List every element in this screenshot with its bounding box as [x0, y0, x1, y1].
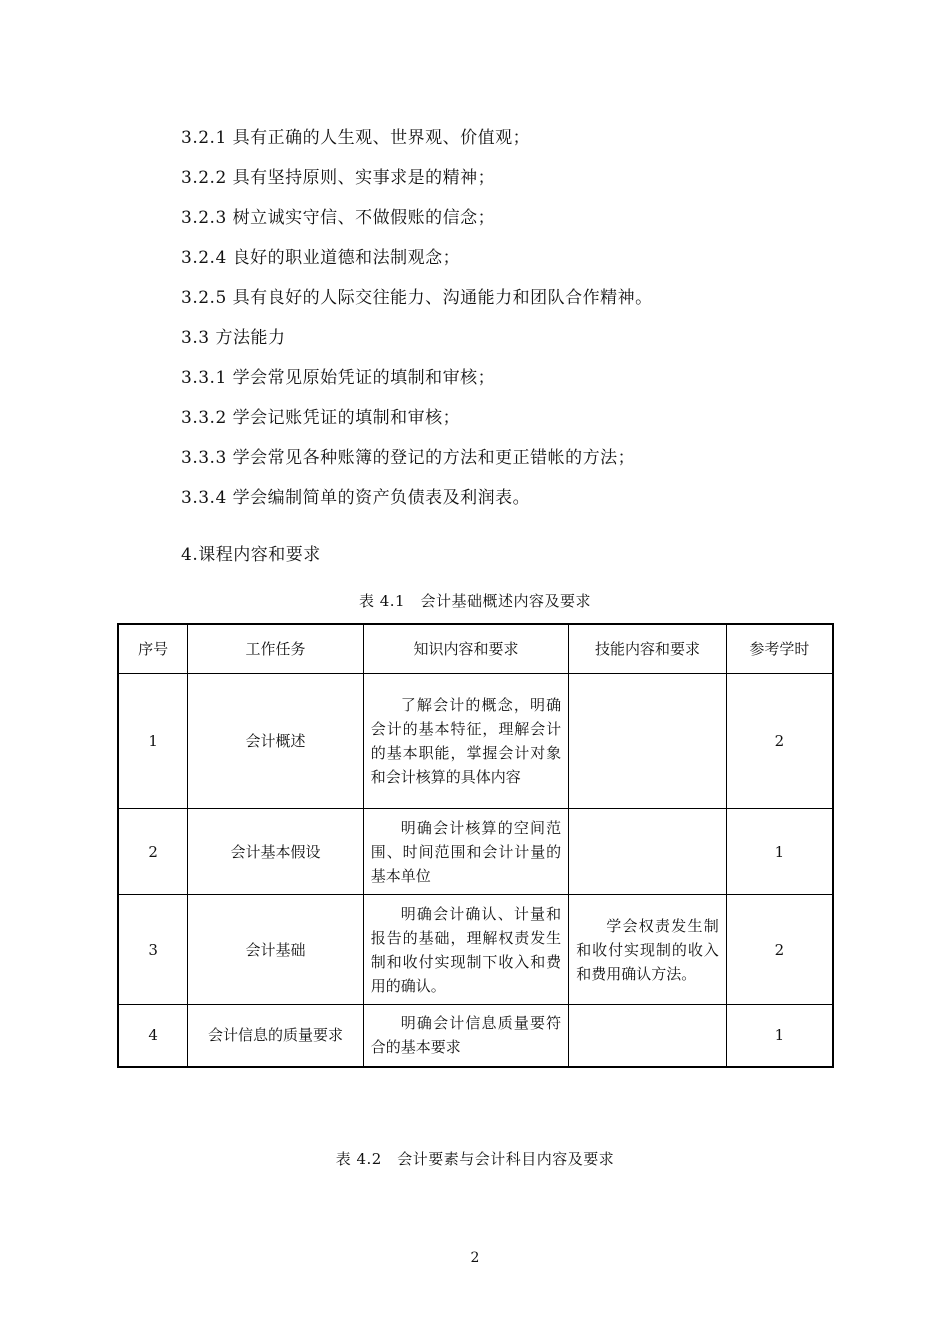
line-3-3-2: 3.3.2 学会记账凭证的填制和审核；: [181, 408, 461, 428]
table-row: [118, 809, 833, 895]
table-4-1-caption: 表 4.1 会计基础概述内容及要求: [358, 592, 592, 610]
heading-3-3: 3.3 方法能力: [181, 328, 286, 348]
cell-no: 3: [118, 895, 188, 1005]
cell-no: 4: [118, 1005, 188, 1067]
header-knowledge: 知识内容和要求: [363, 624, 568, 674]
cell-task: 会计基本假设: [188, 809, 363, 895]
cell-skill: [569, 895, 727, 1005]
cell-skill: [569, 1005, 727, 1067]
cell-hours: 2: [726, 895, 833, 1005]
page-number: 2: [470, 1250, 480, 1266]
section-heading: 4.课程内容和要求: [181, 545, 321, 565]
cell-task: 会计信息的质量要求: [188, 1005, 363, 1067]
cell-no: 1: [118, 674, 188, 809]
header-skill: 技能内容和要求: [569, 624, 727, 674]
line-3-3-4: 3.3.4 学会编制简单的资产负债表及利润表。: [181, 488, 531, 508]
table-row: [118, 895, 833, 1005]
cell-knowledge: [363, 895, 568, 1005]
cell-knowledge: [363, 1005, 568, 1067]
cell-task: 会计基础: [188, 895, 363, 1005]
line-3-3-3: 3.3.3 学会常见各种账簿的登记的方法和更正错帐的方法；: [181, 448, 636, 468]
cell-knowledge-text: 了解会计的概念，明确会计的基本特征，理解会计的基本职能，掌握会计对象和会计核算的具体内容: [370, 696, 562, 786]
line-3-2-1: 3.2.1 具有正确的人生观、世界观、价值观；: [181, 128, 531, 148]
cell-skill: [569, 674, 727, 809]
cell-knowledge: [363, 809, 568, 895]
line-3-2-5: 3.2.5 具有良好的人际交往能力、沟通能力和团队合作精神。: [181, 288, 653, 308]
table-row: [118, 674, 833, 809]
table-4-2-caption: 表 4.2 会计要素与会计科目内容及要求: [335, 1150, 615, 1168]
line-3-2-4: 3.2.4 良好的职业道德和法制观念；: [181, 248, 461, 268]
line-3-2-3: 3.2.3 树立诚实守信、不做假账的信念；: [181, 208, 496, 228]
table-row: [118, 1005, 833, 1067]
table-header-row: [118, 624, 833, 674]
cell-hours: 1: [726, 1005, 833, 1067]
cell-task: 会计概述: [188, 674, 363, 809]
line-3-2-2: 3.2.2 具有坚持原则、实事求是的精神；: [181, 168, 496, 188]
cell-knowledge-text: 明确会计信息质量要符合的基本要求: [370, 1014, 562, 1057]
line-3-3-1: 3.3.1 学会常见原始凭证的填制和审核；: [181, 368, 496, 388]
cell-no: 2: [118, 809, 188, 895]
cell-knowledge: [363, 674, 568, 809]
cell-hours: 1: [726, 809, 833, 895]
cell-skill-text: 学会权责发生制和收付实现制的收入和费用确认方法。: [576, 916, 719, 983]
cell-knowledge-text: 明确会计确认、计量和报告的基础，理解权责发生制和收付实现制下收入和费用的确认。: [370, 904, 562, 995]
header-task: 工作任务: [188, 624, 363, 674]
header-no: 序号: [118, 624, 188, 674]
header-hours: 参考学时: [726, 624, 833, 674]
table-4-1: [117, 623, 834, 1068]
cell-hours: 2: [726, 674, 833, 809]
cell-knowledge-text: 明确会计核算的空间范围、时间范围和会计计量的基本单位: [370, 818, 562, 885]
cell-skill: [569, 809, 727, 895]
